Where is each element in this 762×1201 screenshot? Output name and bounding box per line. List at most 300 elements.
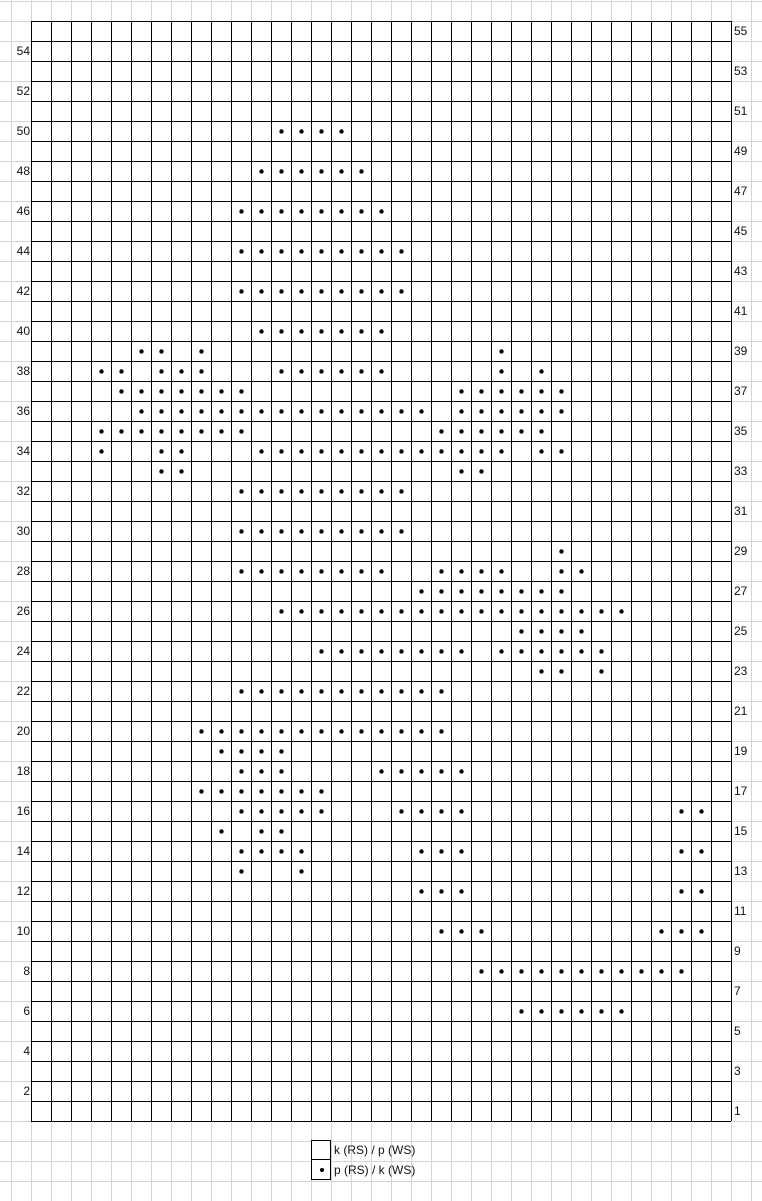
purl-dot (539, 429, 543, 433)
purl-dot (299, 289, 303, 293)
stitch-legend (311, 1140, 451, 1180)
purl-dot (239, 729, 243, 733)
purl-dot (299, 329, 303, 333)
purl-dot (159, 429, 163, 433)
purl-dot (319, 329, 323, 333)
purl-dot (579, 629, 583, 633)
purl-dot (319, 129, 323, 133)
purl-dot (679, 809, 683, 813)
purl-dot (359, 169, 363, 173)
purl-dot (279, 769, 283, 773)
purl-dot (539, 609, 543, 613)
purl-dot (339, 449, 343, 453)
purl-dot (439, 429, 443, 433)
purl-dot (379, 489, 383, 493)
purl-dot (419, 409, 423, 413)
purl-dot (299, 869, 303, 873)
row-number: 41 (734, 304, 748, 318)
purl-dot (659, 969, 663, 973)
purl-dot (239, 689, 243, 693)
purl-dot (579, 569, 583, 573)
row-number: 12 (16, 884, 30, 898)
purl-dot (279, 449, 283, 453)
purl-dot (459, 849, 463, 853)
purl-dot (259, 749, 263, 753)
purl-dot (679, 849, 683, 853)
purl-dot (519, 649, 523, 653)
purl-dot (479, 929, 483, 933)
purl-dot (319, 489, 323, 493)
purl-dot (559, 669, 563, 673)
purl-dot (399, 289, 403, 293)
purl-dot (319, 249, 323, 253)
purl-dot (699, 889, 703, 893)
purl-dot (699, 929, 703, 933)
row-number: 14 (16, 844, 30, 858)
row-number: 40 (16, 324, 30, 338)
row-number: 44 (16, 244, 30, 258)
purl-dot (219, 409, 223, 413)
purl-dot (359, 409, 363, 413)
row-number: 11 (734, 904, 747, 918)
purl-dot (339, 129, 343, 133)
purl-dot (299, 809, 303, 813)
purl-dot (399, 809, 403, 813)
purl-dot (479, 589, 483, 593)
purl-dot (299, 529, 303, 533)
purl-dot (139, 409, 143, 413)
purl-dot (239, 809, 243, 813)
purl-dot (359, 489, 363, 493)
row-number: 10 (16, 924, 30, 938)
purl-dot (599, 1009, 603, 1013)
purl-dot (439, 569, 443, 573)
row-number: 1 (734, 1104, 741, 1118)
purl-dot (499, 569, 503, 573)
purl-dot (479, 969, 483, 973)
purl-dot (539, 969, 543, 973)
purl-dot (459, 649, 463, 653)
purl-dot (359, 289, 363, 293)
row-numbers-right (734, 0, 762, 1201)
row-number: 27 (734, 584, 748, 598)
purl-dot (299, 249, 303, 253)
row-number: 46 (16, 204, 30, 218)
row-number: 19 (734, 744, 748, 758)
purl-dot (259, 289, 263, 293)
purl-dot (339, 729, 343, 733)
purl-dot (239, 249, 243, 253)
purl-dot (459, 589, 463, 593)
purl-dot (99, 369, 103, 373)
purl-dot (419, 589, 423, 593)
purl-dot (259, 829, 263, 833)
purl-dot (419, 449, 423, 453)
purl-dot (359, 649, 363, 653)
purl-dot (439, 689, 443, 693)
purl-dot (579, 609, 583, 613)
purl-dot (679, 969, 683, 973)
purl-dot (459, 809, 463, 813)
purl-dot (319, 649, 323, 653)
purl-dot (459, 769, 463, 773)
purl-dot (259, 329, 263, 333)
purl-dot (559, 549, 563, 553)
row-number: 42 (16, 284, 30, 298)
purl-dot (279, 529, 283, 533)
purl-dot (559, 1009, 563, 1013)
purl-dot (339, 329, 343, 333)
purl-dot (319, 209, 323, 213)
purl-dot (459, 449, 463, 453)
purl-dot (439, 649, 443, 653)
purl-dot (299, 609, 303, 613)
purl-dot (259, 569, 263, 573)
row-number: 4 (23, 1044, 30, 1058)
purl-dot (359, 689, 363, 693)
purl-dot (499, 349, 503, 353)
purl-dot (299, 129, 303, 133)
purl-dot (159, 349, 163, 353)
purl-dot (519, 589, 523, 593)
purl-dot (299, 849, 303, 853)
purl-dot (379, 449, 383, 453)
purl-dot (439, 609, 443, 613)
purl-dot (459, 429, 463, 433)
purl-dot (619, 969, 623, 973)
purl-dot (559, 629, 563, 633)
purl-dot (119, 369, 123, 373)
row-number: 7 (734, 984, 741, 998)
row-number: 8 (23, 964, 30, 978)
purl-dot (479, 569, 483, 573)
purl-dot (339, 169, 343, 173)
purl-dot (439, 809, 443, 813)
purl-dot (619, 1009, 623, 1013)
purl-dot (439, 849, 443, 853)
purl-dot (519, 629, 523, 633)
row-number: 38 (16, 364, 30, 378)
purl-dot (359, 569, 363, 573)
purl-dot (319, 609, 323, 613)
purl-dot (299, 209, 303, 213)
purl-dot (399, 729, 403, 733)
purl-dot (279, 749, 283, 753)
purl-dot (379, 329, 383, 333)
purl-dot (459, 609, 463, 613)
purl-dot (239, 869, 243, 873)
purl-dot (599, 669, 603, 673)
purl-dot (519, 969, 523, 973)
purl-dot (519, 609, 523, 613)
purl-dot (519, 409, 523, 413)
purl-dot (559, 409, 563, 413)
purl-dot (259, 489, 263, 493)
purl-dot (279, 809, 283, 813)
purl-dot (459, 929, 463, 933)
purl-dot (559, 649, 563, 653)
purl-dot (459, 469, 463, 473)
purl-dot (179, 429, 183, 433)
purl-dot (199, 389, 203, 393)
purl-dot (99, 449, 103, 453)
legend-label-purl: p (RS) / k (WS) (334, 1163, 416, 1177)
purl-dot (459, 389, 463, 393)
purl-dot (139, 389, 143, 393)
purl-dot (339, 649, 343, 653)
purl-dot (639, 969, 643, 973)
purl-dot (499, 409, 503, 413)
row-number: 2 (23, 1084, 30, 1098)
purl-dot (339, 209, 343, 213)
purl-dot (259, 809, 263, 813)
purl-dot (219, 749, 223, 753)
purl-dot (359, 249, 363, 253)
purl-dot (319, 529, 323, 533)
purl-dot (259, 449, 263, 453)
purl-dot (659, 929, 663, 933)
purl-dot (559, 969, 563, 973)
purl-dot (359, 449, 363, 453)
row-number: 50 (16, 124, 30, 138)
row-number: 16 (16, 804, 30, 818)
purl-dot (259, 729, 263, 733)
purl-dot (239, 429, 243, 433)
purl-dot (219, 429, 223, 433)
purl-dot (219, 389, 223, 393)
purl-dot (239, 289, 243, 293)
row-number: 52 (16, 84, 30, 98)
purl-dot (539, 589, 543, 593)
purl-dot (479, 469, 483, 473)
purl-dot (259, 209, 263, 213)
purl-dot (239, 749, 243, 753)
purl-dot (359, 729, 363, 733)
row-number: 24 (16, 644, 30, 658)
purl-dot (319, 789, 323, 793)
row-number: 35 (734, 424, 748, 438)
purl-dot (299, 489, 303, 493)
row-number: 6 (23, 1004, 30, 1018)
row-number: 25 (734, 624, 748, 638)
purl-dot (379, 409, 383, 413)
purl-dot (399, 609, 403, 613)
purl-dot (379, 729, 383, 733)
purl-dot (279, 289, 283, 293)
purl-dot (399, 769, 403, 773)
purl-dot (259, 689, 263, 693)
purl-dot (559, 389, 563, 393)
row-number: 51 (734, 104, 748, 118)
row-number: 47 (734, 184, 748, 198)
purl-dot (519, 389, 523, 393)
purl-dot (199, 429, 203, 433)
purl-dot (699, 849, 703, 853)
purl-dot (539, 369, 543, 373)
purl-dot (179, 469, 183, 473)
purl-dot (679, 929, 683, 933)
purl-dot (279, 369, 283, 373)
purl-dot (539, 629, 543, 633)
purl-dot (539, 649, 543, 653)
purl-dot (419, 849, 423, 853)
purl-dot (259, 849, 263, 853)
row-number: 31 (734, 504, 748, 518)
purl-dot (399, 689, 403, 693)
purl-dot (379, 609, 383, 613)
purl-dot (559, 589, 563, 593)
row-number: 54 (16, 44, 30, 58)
purl-dot (599, 649, 603, 653)
row-number: 43 (734, 264, 748, 278)
purl-dot (419, 649, 423, 653)
purl-dot (359, 529, 363, 533)
purl-dot (399, 529, 403, 533)
purl-dot (239, 769, 243, 773)
purl-dot (99, 429, 103, 433)
purl-dot (199, 409, 203, 413)
purl-dot (699, 809, 703, 813)
row-number: 20 (16, 724, 30, 738)
row-number: 55 (734, 24, 748, 38)
purl-dot (219, 729, 223, 733)
purl-dot (419, 769, 423, 773)
purl-dot (179, 449, 183, 453)
legend-item-purl (311, 1160, 451, 1180)
purl-dot (459, 889, 463, 893)
purl-dot (439, 589, 443, 593)
purl-dot (299, 409, 303, 413)
row-number: 36 (16, 404, 30, 418)
purl-dot (159, 409, 163, 413)
row-number: 34 (16, 444, 30, 458)
purl-dot (459, 409, 463, 413)
purl-dot (379, 249, 383, 253)
legend-label-knit: k (RS) / p (WS) (334, 1143, 416, 1157)
purl-dot (499, 369, 503, 373)
row-number: 15 (734, 824, 748, 838)
purl-dot (139, 429, 143, 433)
purl-dot (559, 609, 563, 613)
purl-dot (379, 289, 383, 293)
purl-dot (539, 1009, 543, 1013)
purl-dot (299, 689, 303, 693)
purl-dot (279, 329, 283, 333)
purl-dot (259, 789, 263, 793)
purl-dot (359, 209, 363, 213)
purl-dot (459, 569, 463, 573)
purl-dot (279, 829, 283, 833)
purl-dot (479, 609, 483, 613)
row-number: 5 (734, 1024, 741, 1038)
purl-dot (419, 689, 423, 693)
row-number: 29 (734, 544, 748, 558)
purl-dot (499, 429, 503, 433)
purl-dot (479, 389, 483, 393)
purl-dot (339, 609, 343, 613)
purl-dot (539, 449, 543, 453)
row-number: 33 (734, 464, 748, 478)
purl-dot (339, 289, 343, 293)
purl-dot (319, 289, 323, 293)
purl-dot (239, 569, 243, 573)
row-number: 53 (734, 64, 748, 78)
purl-dot (279, 489, 283, 493)
purl-dot (419, 609, 423, 613)
purl-dot (279, 609, 283, 613)
purl-dot (279, 789, 283, 793)
purl-dot (359, 329, 363, 333)
row-number: 23 (734, 664, 748, 678)
purl-dot (379, 689, 383, 693)
purl-dot (239, 489, 243, 493)
purl-dot (139, 349, 143, 353)
purl-dot (159, 369, 163, 373)
row-number: 18 (16, 764, 30, 778)
purl-dot (399, 449, 403, 453)
purl-dot (159, 389, 163, 393)
purl-dot (519, 429, 523, 433)
purl-dot (279, 569, 283, 573)
purl-dot (439, 449, 443, 453)
purl-dot (199, 789, 203, 793)
row-number: 28 (16, 564, 30, 578)
blank-cell-icon (311, 1140, 331, 1160)
purl-dot (539, 389, 543, 393)
purl-dot (439, 729, 443, 733)
purl-dot (519, 1009, 523, 1013)
purl-dot (339, 529, 343, 533)
purl-dot (679, 889, 683, 893)
purl-dot (279, 169, 283, 173)
row-number: 9 (734, 944, 741, 958)
purl-dot (439, 929, 443, 933)
purl-dot (259, 529, 263, 533)
purl-dot (439, 889, 443, 893)
purl-dot (299, 569, 303, 573)
purl-dot (499, 589, 503, 593)
purl-dot (239, 529, 243, 533)
purl-dot (319, 689, 323, 693)
purl-dot (299, 729, 303, 733)
purl-dot (379, 529, 383, 533)
purl-dot (119, 389, 123, 393)
purl-dot (319, 449, 323, 453)
purl-dot (499, 649, 503, 653)
purl-dot (319, 369, 323, 373)
purl-dot (239, 409, 243, 413)
purl-dot (239, 849, 243, 853)
row-number: 45 (734, 224, 748, 238)
row-number: 26 (16, 604, 30, 618)
purl-dot (259, 169, 263, 173)
row-number: 21 (734, 704, 748, 718)
purl-dot (299, 449, 303, 453)
purl-dot (279, 129, 283, 133)
purl-dot (379, 209, 383, 213)
purl-dot (319, 409, 323, 413)
purl-dot (439, 769, 443, 773)
purl-dot (379, 649, 383, 653)
legend-item-knit (311, 1140, 451, 1160)
purl-dot (419, 809, 423, 813)
purl-dot (239, 389, 243, 393)
purl-dot (499, 389, 503, 393)
purl-dot (259, 409, 263, 413)
purl-dot (319, 809, 323, 813)
purl-dot (399, 249, 403, 253)
dot-cell-icon (311, 1160, 331, 1180)
